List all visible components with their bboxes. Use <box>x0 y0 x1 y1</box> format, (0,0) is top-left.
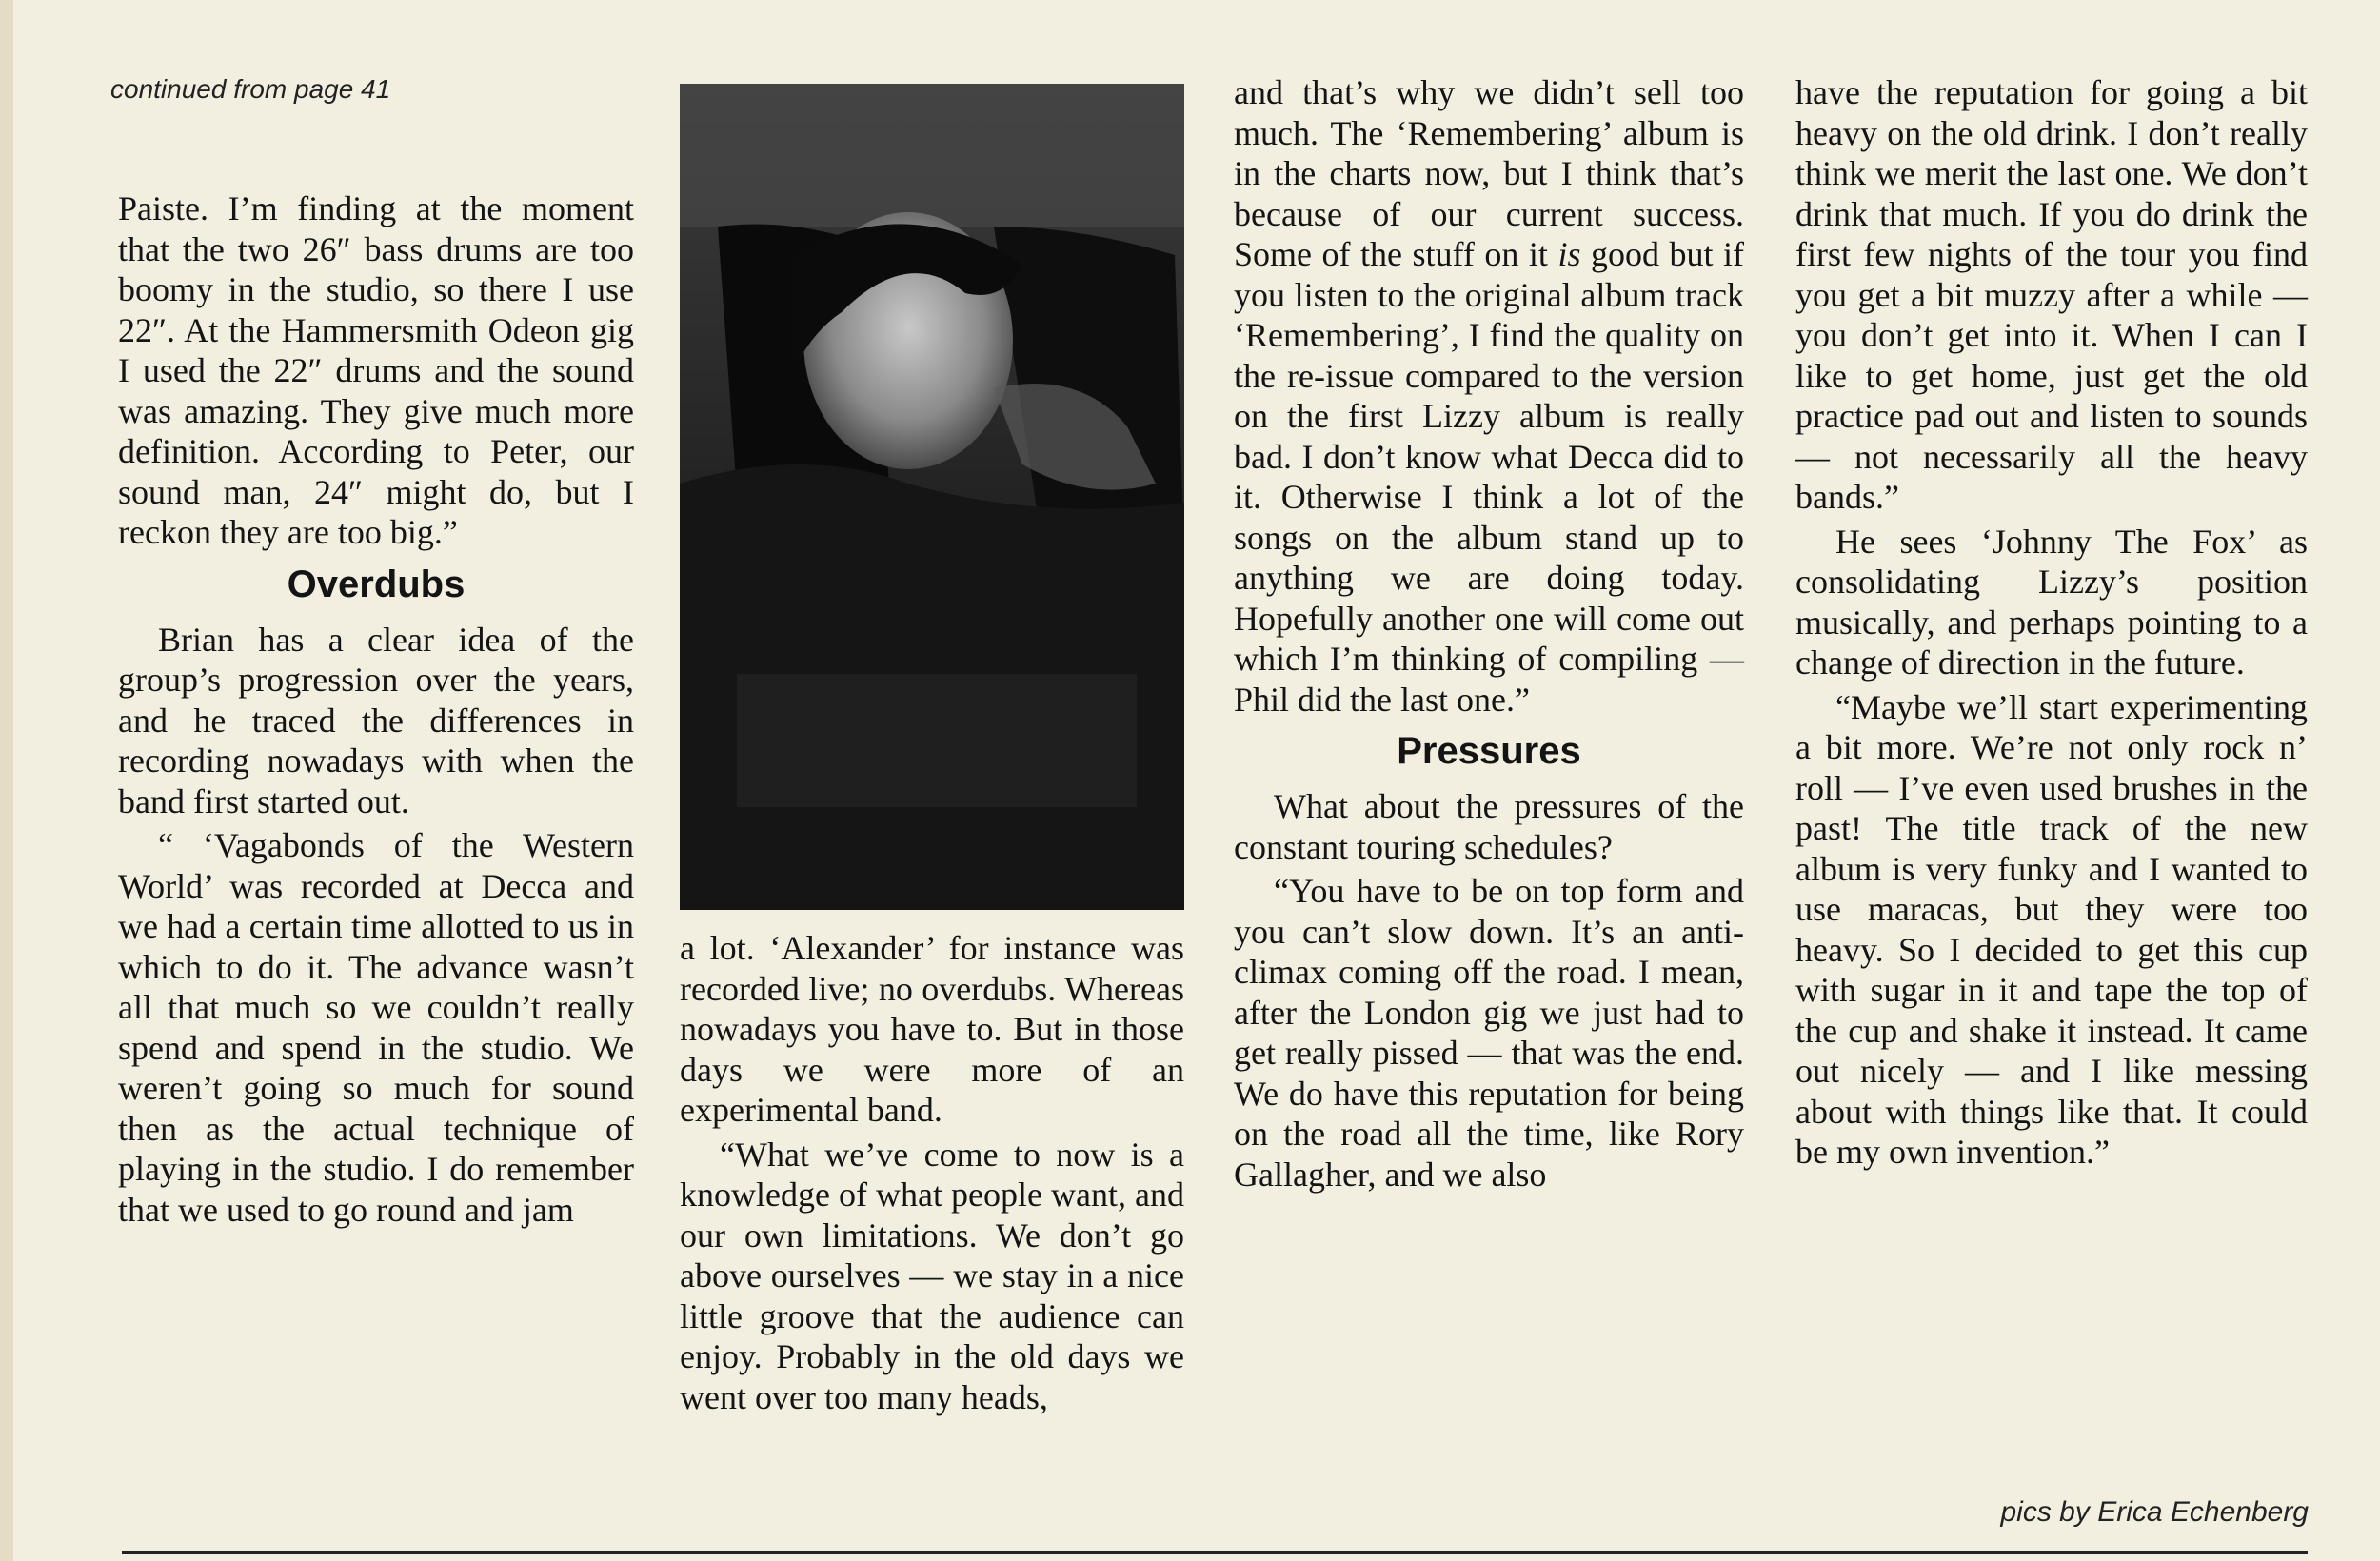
col3-paragraph-1-part-a: and that’s why we didn’t sell too much. The ‘Remembering’ album is in the charts now, but I think that’s because of our current success. Some of the stuff on it <box>1234 73 1744 273</box>
col1-paragraph-3: “ ‘Vagabonds of the Western World’ was recorded at Decca and we had a certain time allotted to us in which to do it. The advance wasn’t all that much so we couldn’t really spend and spend in the studio. We weren’t going so much for sound then as the actual technique of playing in the studio. I do remember that we used to go round and jam <box>118 826 634 1229</box>
subhead-pressures: Pressures <box>1397 730 1581 772</box>
col4-paragraph-2: He sees ‘Johnny The Fox’ as consolidating Lizzy’s position musically, and perhaps pointing to a change of direction in the future. <box>1795 522 2308 682</box>
bottom-rule <box>122 1551 2308 1554</box>
col2-paragraph-2: “What we’ve come to now is a knowledge of what people want, and our own limitations. We don’t go above ourselves — we stay in a nice little groove that the audience can enjoy. Probably in the old days we went over too many heads, <box>680 1135 1184 1416</box>
column-3 <box>1234 72 1744 1195</box>
photo-credit: pics by Erica Echenberg <box>2000 1496 2309 1528</box>
col2-paragraph-1: a lot. ‘Alexander’ for instance was recorded live; no overdubs. Whereas nowadays you have to. But in those days we were more of an experimental band. <box>680 929 1184 1129</box>
col3-emphasis: is <box>1557 235 1581 273</box>
col3-paragraph-2: What about the pressures of the constant touring schedules? <box>1234 787 1744 866</box>
col3-paragraph-3: “You have to be on top form and you can’t slow down. It’s an anti-climax coming off the road. I mean, after the London gig we just had to get really pissed — that was the end. We do have this reputation for being on the road all the time, like Rory Gallagher, and we also <box>1234 872 1744 1194</box>
col1-paragraph-2: Brian has a clear idea of the group’s progression over the years, and he traced the differences in recording nowadays with when the band first started out. <box>118 620 634 820</box>
col4-paragraph-3: “Maybe we’ll start experimenting a bit more. We’re not only rock n’ roll — I’ve even used brushes in the past! The title track of the new album is very funky and I wanted to use maracas, but they were too heavy. So I decided to get this cup with sugar in it and tape the top of the cup and shake it instead. It came out nicely — and I like messing about with things like that. It could be my own invention.” <box>1795 687 2308 1171</box>
column-4 <box>1795 72 2308 1173</box>
subhead-overdubs: Overdubs <box>287 563 466 605</box>
band-photo <box>680 84 1184 910</box>
col4-paragraph-1: have the reputation for going a bit heavy on the old drink. I don’t really think we merit the last one. We don’t drink that much. If you do drink the first few nights of the tour you find you get a bit muzzy after a while — you don’t get into it. When I can I like to get home, just get the old practice pad out and listen to sounds — not necessarily all the heavy bands.” <box>1795 73 2308 516</box>
col3-paragraph-1 <box>1234 72 1744 720</box>
col3-paragraph-1-part-b: good but if you listen to the original album track ‘Remembering’, I find the quality on the re-issue compared to the version on the first Lizzy album is really bad. I don’t know what Decca did to it. Otherwise I think a lot of the songs on the album stand up to anything we are doing today. Hopefully another one will come out which I’m thinking of compiling — Phil did the last one.” <box>1234 235 1745 719</box>
col1-paragraph-1: Paiste. I’m finding at the moment that the two 26″ bass drums are too boomy in the studio, so there I use 22″. At the Hammersmith Odeon gig I used the 22″ drums and the sound was amazing. They give much more definition. According to Peter, our sound man, 24″ might do, but I reckon they are too big.” <box>118 189 634 551</box>
column-2 <box>680 928 1184 1417</box>
page-edge <box>0 0 13 1561</box>
photo-illustration <box>680 84 1184 910</box>
continued-note: continued from page 41 <box>110 74 391 104</box>
column-1 <box>118 188 634 1230</box>
